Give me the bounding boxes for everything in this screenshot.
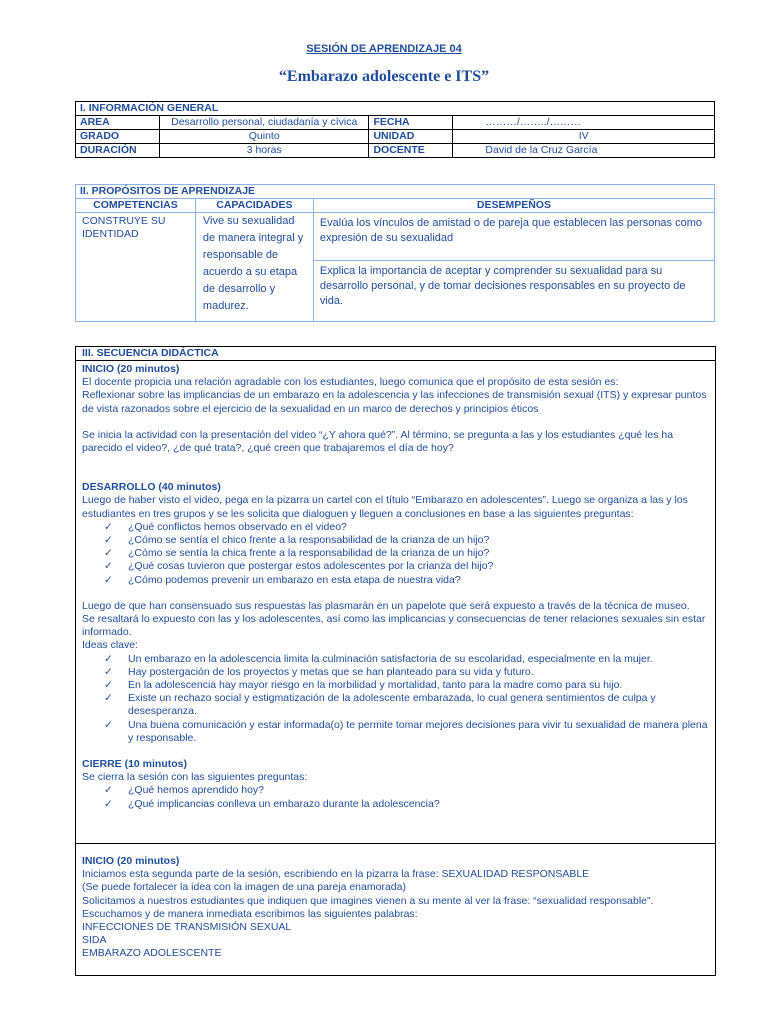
purposes-heading: II. PROPÓSITOS DE APRENDIZAJE	[76, 185, 715, 199]
check-icon: ✓	[104, 718, 113, 731]
word-sida: SIDA	[82, 934, 107, 947]
check-icon: ✓	[104, 520, 113, 533]
purposes-table	[75, 184, 715, 322]
competencia-cell: CONSTRUYE SU IDENTIDAD	[76, 213, 196, 322]
inicio-paragraph-1: El docente propicia una relación agradable con los estudiantes, luego comunica que el propósito de esta sesión es:	[82, 376, 619, 389]
competencias-header: COMPETENCIAS	[76, 199, 196, 213]
check-icon: ✓	[104, 560, 113, 573]
questions-list	[82, 521, 715, 587]
list-item: ✓ En la adolescencia hay mayor riesgo en la morbilidad y mortalidad, tanto para la madre como para su hijo.	[104, 679, 623, 692]
check-icon: ✓	[104, 784, 113, 797]
list-item: ✓ Un embarazo en la adolescencia limita la culminación satisfactoria de su escolaridad, especialmente en la mujer.	[104, 652, 653, 665]
list-item: ✓ ¿Cómo podemos prevenir un embarazo en esta etapa de nuestra vida?	[104, 573, 461, 586]
duracion-value: 3 horas	[159, 144, 369, 158]
list-item: ✓ ¿Cómo se sentía la chica frente a la responsabilidad de la crianza de un hijo?	[104, 547, 490, 560]
list-item: ✓ ¿Qué conflictos hemos observado en el video?	[104, 520, 347, 533]
sequence-part-2	[76, 844, 715, 961]
cierre-list	[82, 784, 715, 810]
check-icon: ✓	[104, 573, 113, 586]
list-item: ✓ ¿Cómo se sentía el chico frente a la responsabilidad de la crianza de un hijo?	[104, 534, 490, 547]
list-item: ✓ ¿Qué implicancias conlleva un embarazo durante la adolescencia?	[104, 797, 440, 810]
check-icon: ✓	[104, 652, 113, 665]
docente-label: DOCENTE	[369, 144, 453, 158]
check-icon: ✓	[104, 679, 113, 692]
grado-label: GRADO	[76, 130, 160, 144]
inicio2-title: INICIO (20 minutos)	[82, 855, 180, 867]
capacidades-header: CAPACIDADES	[195, 199, 313, 213]
grado-value: Quinto	[159, 130, 369, 144]
didactic-sequence	[75, 346, 716, 976]
area-value: Desarrollo personal, ciudadanía y cívica	[159, 116, 369, 130]
ideas-list	[82, 653, 715, 745]
check-icon: ✓	[104, 692, 113, 705]
list-item: ✓ Existe un rechazo social y estigmatización de la adolescente embarazada, lo cual genera sentimientos de culpa y desesperanza.	[104, 692, 656, 718]
desempeno-2: Explica la importancia de aceptar y comprender su sexualidad para su desarrollo personal, y de tomar decisiones responsables en su proyecto de vida.	[313, 261, 714, 322]
desempeno-1: Evalúa los vínculos de amistad o de pareja que establecen las personas como expresión de su sexualidad	[313, 213, 714, 261]
check-icon: ✓	[104, 665, 113, 678]
inicio2-paragraph-2: (Se puede fortalecer la idea con la imagen de una pareja enamorada)	[82, 881, 406, 894]
desempenos-header: DESEMPEÑOS	[313, 199, 714, 213]
docente-value: David de la Cruz García	[453, 144, 715, 158]
desarrollo-title: DESARROLLO (40 minutos)	[82, 481, 221, 494]
area-label: AREA	[76, 116, 160, 130]
inicio2-paragraph-4: Escuchamos y de manera inmediata escribimos las siguientes palabras:	[82, 907, 418, 920]
inicio-paragraph-3: Se inicia la actividad con la presentación del video “¿Y ahora qué?”. Al término, se pregunta a las y los estudiantes ¿qué les ha parecido el video?, ¿de qué trata?, ¿qué creen que trabajaremos el día de hoy?	[82, 428, 674, 455]
cierre-paragraph-1: Se cierra la sesión con las siguientes preguntas:	[82, 771, 308, 784]
list-item: ✓ ¿Qué cosas tuvieron que postergar estos adolescentes por la crianza del hijo?	[104, 560, 494, 573]
inicio-paragraph-2: Reflexionar sobre las implicancias de un embarazo en la adolescencia y las infecciones de transmisión sexual (ITS) y expresar puntos de vista razonados sobre el ejercicio de la sexualidad en un marco de derechos y principios éticos	[82, 389, 707, 415]
check-icon: ✓	[104, 534, 113, 547]
sequence-part-1	[76, 361, 715, 844]
cierre-title: CIERRE (10 minutos)	[82, 758, 188, 771]
ideas-title: Ideas clave:	[82, 639, 139, 652]
inicio-title: INICIO (20 minutos)	[82, 363, 180, 375]
list-item: ✓ Una buena comunicación y estar informada(o) te permite tomar mejores decisiones para vivir tu sexualidad de manera plena y responsable.	[104, 718, 708, 744]
desarrollo-paragraph-1: Luego de haber visto el video, pega en la pizarra un cartel con el título “Embarazo en adolescentes”. Luego se organiza a las y los estudiantes en tres grupos y se les solicita que dialoguen y lleguen a conclusiones en base a las siguientes preguntas:	[82, 494, 688, 520]
inicio2-paragraph-1: Iniciamos esta segunda parte de la sesión, escribiendo en la pizarra la frase: SEXUALIDAD RESPONSABLE	[82, 868, 590, 881]
desarrollo-paragraph-3: Se resaltará lo expuesto con las y los adolescentes, así como las implicancias y consecuencias de tener relaciones sexuales sin estar informado.	[82, 613, 706, 639]
lesson-title: “Embarazo adolescente e ITS”	[278, 68, 490, 85]
unidad-label: UNIDAD	[369, 130, 453, 144]
desarrollo-paragraph-2: Luego de que han consensuado sus respuestas las plasmarán en un papelote que será expuesto a través de la técnica de museo.	[82, 599, 690, 612]
check-icon: ✓	[104, 797, 113, 810]
list-item: ✓ Hay postergación de los proyectos y metas que se han planteado para su vida y futuro.	[104, 665, 534, 678]
fecha-value: ………/……../………	[453, 116, 715, 130]
word-its: INFECCIONES DE TRANSMISIÓN SEXUAL	[82, 921, 292, 934]
general-info-table	[75, 101, 715, 158]
fecha-label: FECHA	[369, 116, 453, 130]
unidad-value: IV	[453, 130, 715, 144]
sequence-heading: III. SECUENCIA DIDÁCTICA	[76, 347, 715, 361]
capacidad-cell: Vive su sexualidad de manera integral y responsable de acuerdo a su etapa de desarrollo y madurez.	[195, 213, 313, 322]
check-icon: ✓	[104, 547, 113, 560]
list-item: ✓ ¿Qué hemos aprendido hoy?	[104, 784, 265, 797]
word-embarazo: EMBARAZO ADOLESCENTE	[82, 947, 222, 960]
general-info-heading: I. INFORMACIÓN GENERAL	[76, 102, 715, 116]
session-title: SESIÓN DE APRENDIZAJE 04	[306, 43, 462, 55]
duracion-label: DURACIÓN	[76, 144, 160, 158]
inicio2-paragraph-3: Solicitamos a nuestros estudiantes que indiquen que imagines vienen a su mente al ver la frase: “sexualidad responsable”.	[82, 894, 654, 907]
